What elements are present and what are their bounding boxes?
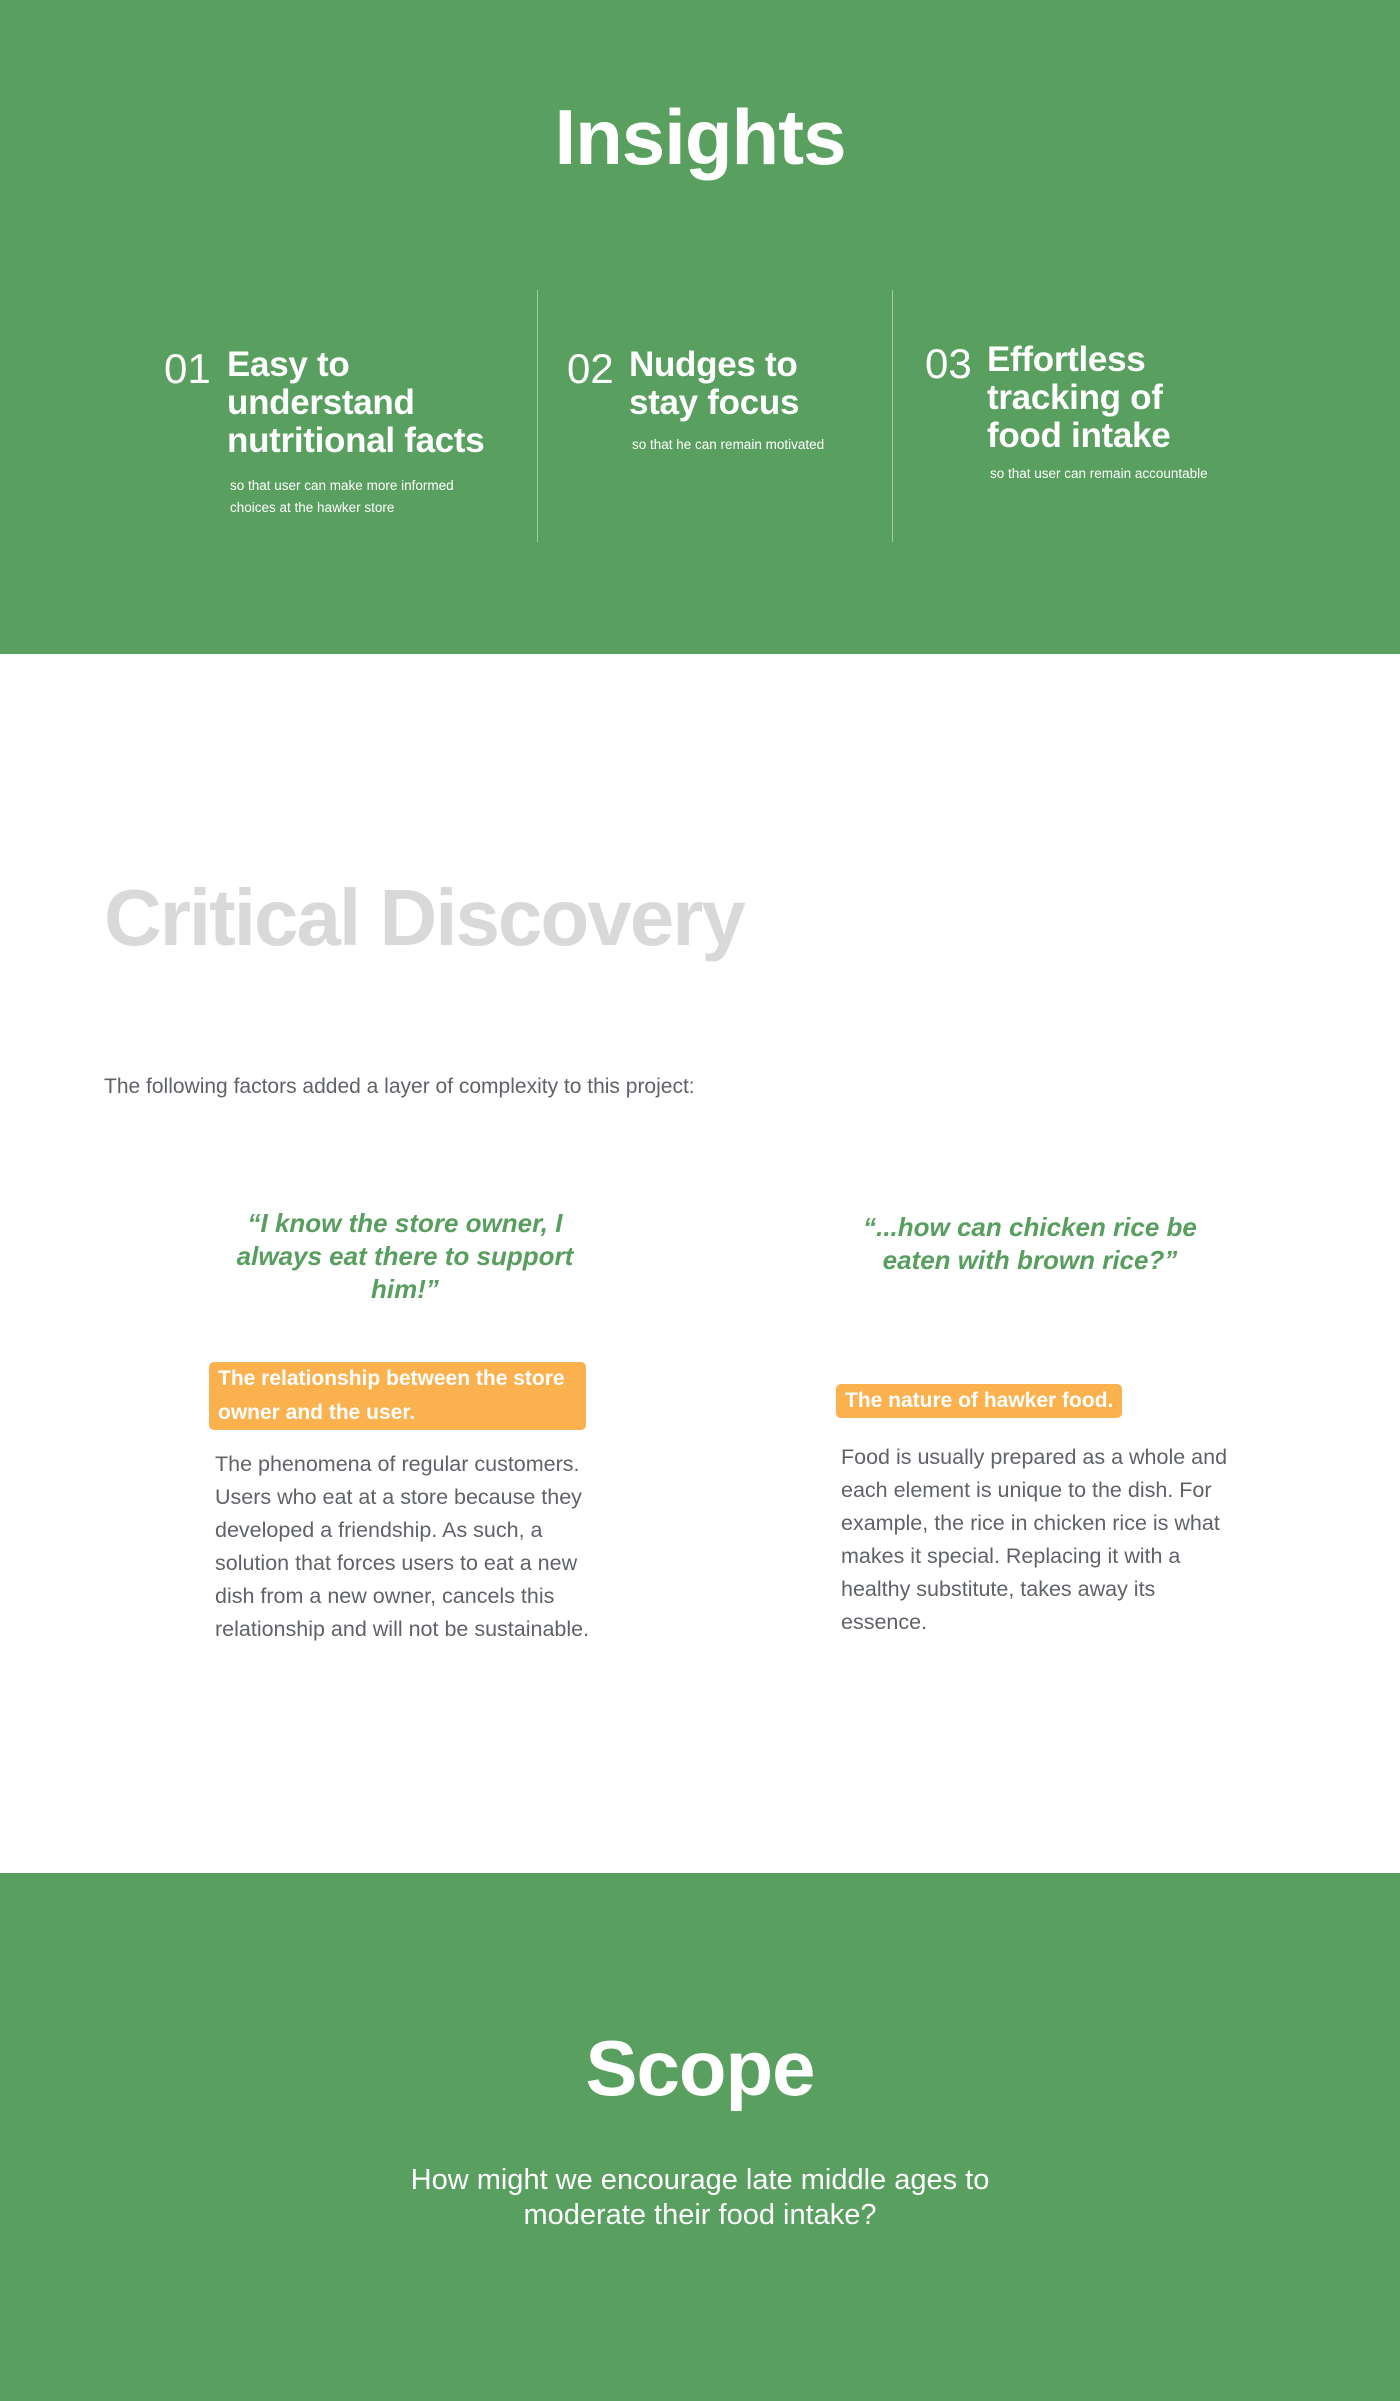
factor-description: Food is usually prepared as a whole and each element is unique to the dish. For example, the rice in chicken rice is what makes it special. Replacing it with a healthy substitute, takes away its essence. (841, 1445, 1228, 1634)
user-quote: “...how can chicken rice be eaten with brown rice?” (863, 1212, 1197, 1275)
insight-description: so that he can remain motivated (632, 437, 825, 452)
scope-section (0, 1873, 1400, 2401)
insight-number: 01 (164, 345, 211, 392)
factor-tag: The nature of hawker food. (836, 1384, 1122, 1418)
column-divider (537, 290, 538, 542)
critical-discovery-title: Critical Discovery (104, 873, 744, 962)
scope-question: How might we encourage late middle ages to moderate their food intake? (410, 2164, 990, 2231)
insights-title: Insights (554, 93, 846, 181)
column-divider (892, 290, 893, 542)
factor-tag: The relationship between the store owner and the user. (209, 1362, 586, 1430)
factor-description: The phenomena of regular customers. Users who eat at a store because they developed a friendship. As such, a solution that forces users to eat a new dish from a new owner, cancels this relationship and will not be sustainable. (215, 1452, 590, 1641)
insight-number: 02 (567, 345, 614, 392)
insight-number: 03 (925, 340, 972, 387)
scope-title: Scope (585, 2024, 815, 2112)
insights-section (0, 0, 1400, 654)
user-quote: “I know the store owner, I always eat there to support him!” (236, 1208, 574, 1304)
insight-description: so that user can make more informed choices at the hawker store (230, 478, 454, 515)
critical-discovery-intro: The following factors added a layer of complexity to this project: (104, 1075, 695, 1098)
insight-heading: Nudges to stay focus (629, 345, 800, 422)
insight-heading: Easy to understand nutritional facts (227, 345, 485, 460)
insight-heading: Effortless tracking of food intake (987, 340, 1171, 455)
insight-description: so that user can remain accountable (990, 466, 1208, 481)
